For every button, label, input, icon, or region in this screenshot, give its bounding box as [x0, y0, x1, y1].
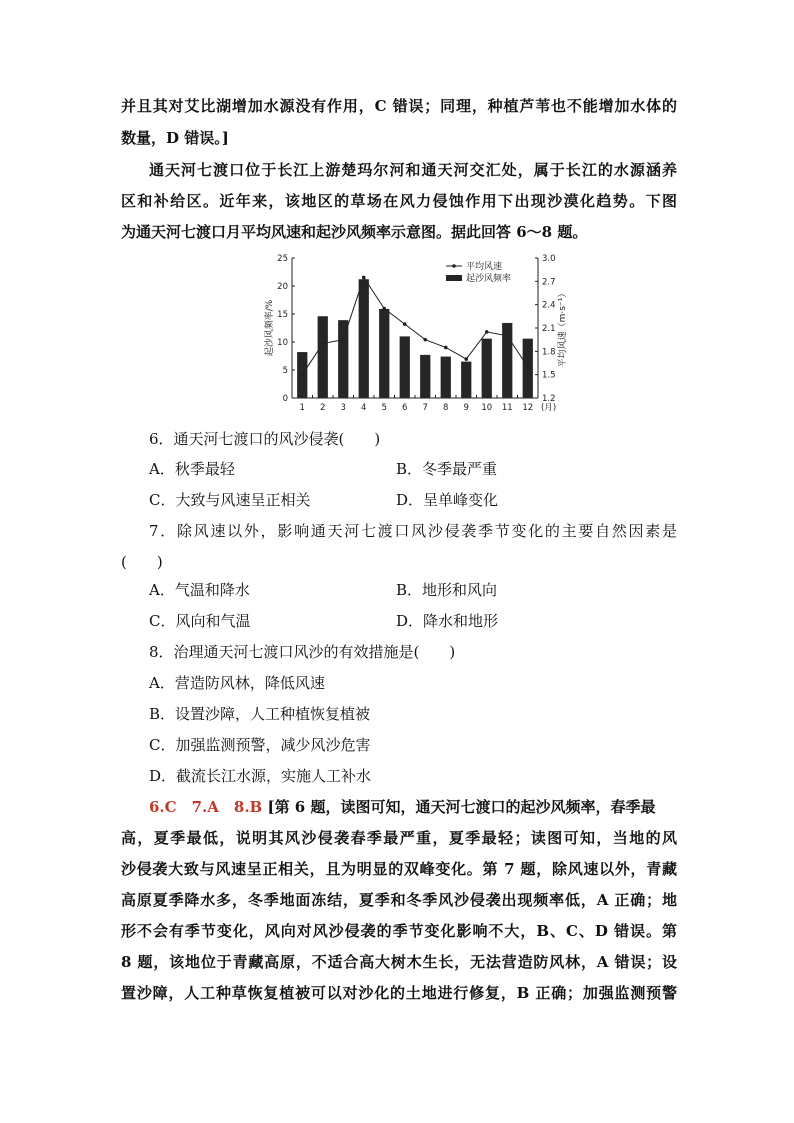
- x-tick-label: 9: [463, 403, 469, 413]
- wind-speed-line: [302, 277, 528, 374]
- bar-month-7: [420, 355, 430, 398]
- left-tick-label: 15: [277, 310, 288, 320]
- left-tick-label: 25: [277, 254, 288, 264]
- bar-month-10: [482, 339, 492, 398]
- legend-bar-swatch: [446, 275, 462, 281]
- q7-option-a[interactable]: A．气温和降水: [149, 581, 250, 599]
- wind-speed-point-10: [485, 330, 489, 334]
- legend-label-wind: 平均风速: [466, 262, 503, 272]
- right-tick-label: 3.0: [542, 254, 556, 264]
- bar-month-6: [400, 336, 410, 398]
- answer-line-1: [149, 797, 677, 817]
- bar-month-4: [359, 279, 369, 398]
- q8-option-b[interactable]: B．设置沙障，人工种植恢复植被: [149, 705, 371, 723]
- bar-series: [297, 279, 533, 398]
- passage-line-2: 区和补给区。近年来，该地区的草场在风力侵蚀作用下出现沙漠化趋势。下图: [121, 192, 677, 210]
- right-tick-label: 2.7: [542, 277, 556, 288]
- wind-speed-point-7: [423, 338, 427, 342]
- left-tick-label: 10: [277, 338, 288, 348]
- left-axis-title: 起沙风频率/%: [265, 299, 275, 357]
- wind-speed-point-2: [321, 342, 325, 346]
- left-tick-label: 5: [282, 366, 288, 376]
- right-tick-label: 1.5: [542, 370, 556, 381]
- answer-line-7: 置沙障，人工种草恢复植被可以对沙化的土地进行修复，B 正确；加强监测预警: [121, 984, 677, 1002]
- x-tick-label: 12: [522, 403, 534, 413]
- wind-speed-point-1: [300, 373, 304, 377]
- intro-line-2: 数量，D 错误。]: [121, 129, 229, 147]
- intro-line-1: 并且其对艾比湖增加水源没有作用，C 错误；同理，种植芦苇也不能增加水体的: [121, 97, 677, 115]
- q6-option-c[interactable]: C．大致与风速呈正相关: [149, 491, 311, 509]
- answer-text-1: [第 6 题，读图可知，通天河七渡口的起沙风频率，春季最: [267, 798, 656, 816]
- wind-speed-point-12: [526, 365, 530, 369]
- q7-stem-blank: ( ): [121, 553, 163, 571]
- wind-speed-point-6: [403, 322, 407, 326]
- right-tick-label: 1.8: [542, 347, 556, 358]
- q6-option-a[interactable]: A．秋季最轻: [149, 460, 235, 478]
- answer-line-6: 8 题，该地位于青藏高原，不适合高大树木生长，无法营造防风林，A 错误；设: [121, 953, 677, 971]
- q7-option-c[interactable]: C．风向和气温: [149, 612, 251, 630]
- bar-month-3: [338, 320, 348, 398]
- answer-line-2: 高，夏季最低，说明其风沙侵袭春季最严重，夏季最轻；读图可知，当地的风: [121, 829, 677, 847]
- line-series: [300, 276, 529, 377]
- wind-speed-point-11: [505, 334, 509, 338]
- left-tick-label: 20: [277, 282, 288, 292]
- bar-month-8: [441, 357, 451, 398]
- wind-speed-point-9: [464, 357, 468, 361]
- legend-line-marker: [452, 264, 456, 268]
- x-tick-label: 7: [422, 403, 428, 413]
- q6-stem: 6．通天河七渡口的风沙侵袭( ): [149, 430, 381, 448]
- right-tick-label: 2.1: [542, 324, 556, 334]
- x-tick-label: 8: [443, 403, 449, 413]
- answer-line-3: 沙侵袭大致与风速呈正相关，且为明显的双峰变化。第 7 题，除风速以外，青藏: [121, 860, 677, 878]
- wind-speed-point-8: [444, 346, 448, 350]
- wind-speed-point-3: [341, 338, 345, 342]
- bar-month-2: [318, 316, 328, 398]
- x-tick-label: 6: [402, 403, 408, 413]
- q6-option-b[interactable]: B．冬季最严重: [396, 460, 498, 478]
- right-tick-label: 2.4: [542, 300, 556, 311]
- q8-option-a[interactable]: A．营造防风林，降低风速: [149, 674, 325, 692]
- bar-month-9: [461, 362, 471, 398]
- q7-option-b[interactable]: B．地形和风向: [396, 581, 498, 599]
- answer-line-4: 高原夏季降水多，冬季地面冻结，夏季和冬季风沙侵袭出现频率低，A 正确；地: [121, 891, 677, 909]
- x-tick-label: 10: [481, 403, 493, 413]
- x-tick-label: 3: [340, 403, 346, 413]
- right-tick-label: 1.2: [542, 394, 556, 404]
- x-unit-label: (月): [541, 403, 557, 413]
- tick-labels: [263, 254, 568, 413]
- legend-label-freq: 起沙风频率: [466, 274, 512, 284]
- bar-month-5: [379, 309, 389, 398]
- q6-option-d[interactable]: D．呈单峰变化: [396, 491, 499, 509]
- x-tick-label: 11: [501, 403, 513, 413]
- x-tick-label: 5: [381, 403, 387, 413]
- wind-chart: [258, 250, 578, 418]
- right-axis-title: 平均风速（m·s⁻¹）: [558, 288, 568, 368]
- left-tick-label: 0: [282, 394, 288, 404]
- passage-line-1: 通天河七渡口位于长江上游楚玛尔河和通天河交汇处，属于长江的水源涵养: [149, 161, 677, 179]
- q8-stem: 8．治理通天河七渡口风沙的有效措施是( ): [149, 643, 456, 661]
- wind-speed-point-4: [362, 276, 366, 280]
- x-tick-label: 2: [320, 403, 326, 413]
- q8-option-c[interactable]: C．加强监测预警，减少风沙危害: [149, 736, 371, 754]
- q8-option-d[interactable]: D．截流长江水源，实施人工补水: [149, 767, 372, 785]
- x-tick-label: 4: [361, 403, 367, 413]
- passage-line-3: 为通天河七渡口月平均风速和起沙风频率示意图。据此回答 6～8 题。: [121, 223, 588, 241]
- answer-keys: 6.C 7.A 8.B: [149, 798, 263, 816]
- wind-speed-point-5: [382, 307, 386, 311]
- q7-option-d[interactable]: D．降水和地形: [396, 612, 499, 630]
- answer-line-5: 形不会有季节变化，风向对风沙侵袭的季节变化影响不大，B、C、D 错误。第: [121, 922, 677, 940]
- q7-stem: 7．除风速以外，影响通天河七渡口风沙侵袭季节变化的主要自然因素是: [149, 522, 677, 540]
- x-tick-label: 1: [299, 403, 305, 413]
- chart-legend: [446, 260, 511, 284]
